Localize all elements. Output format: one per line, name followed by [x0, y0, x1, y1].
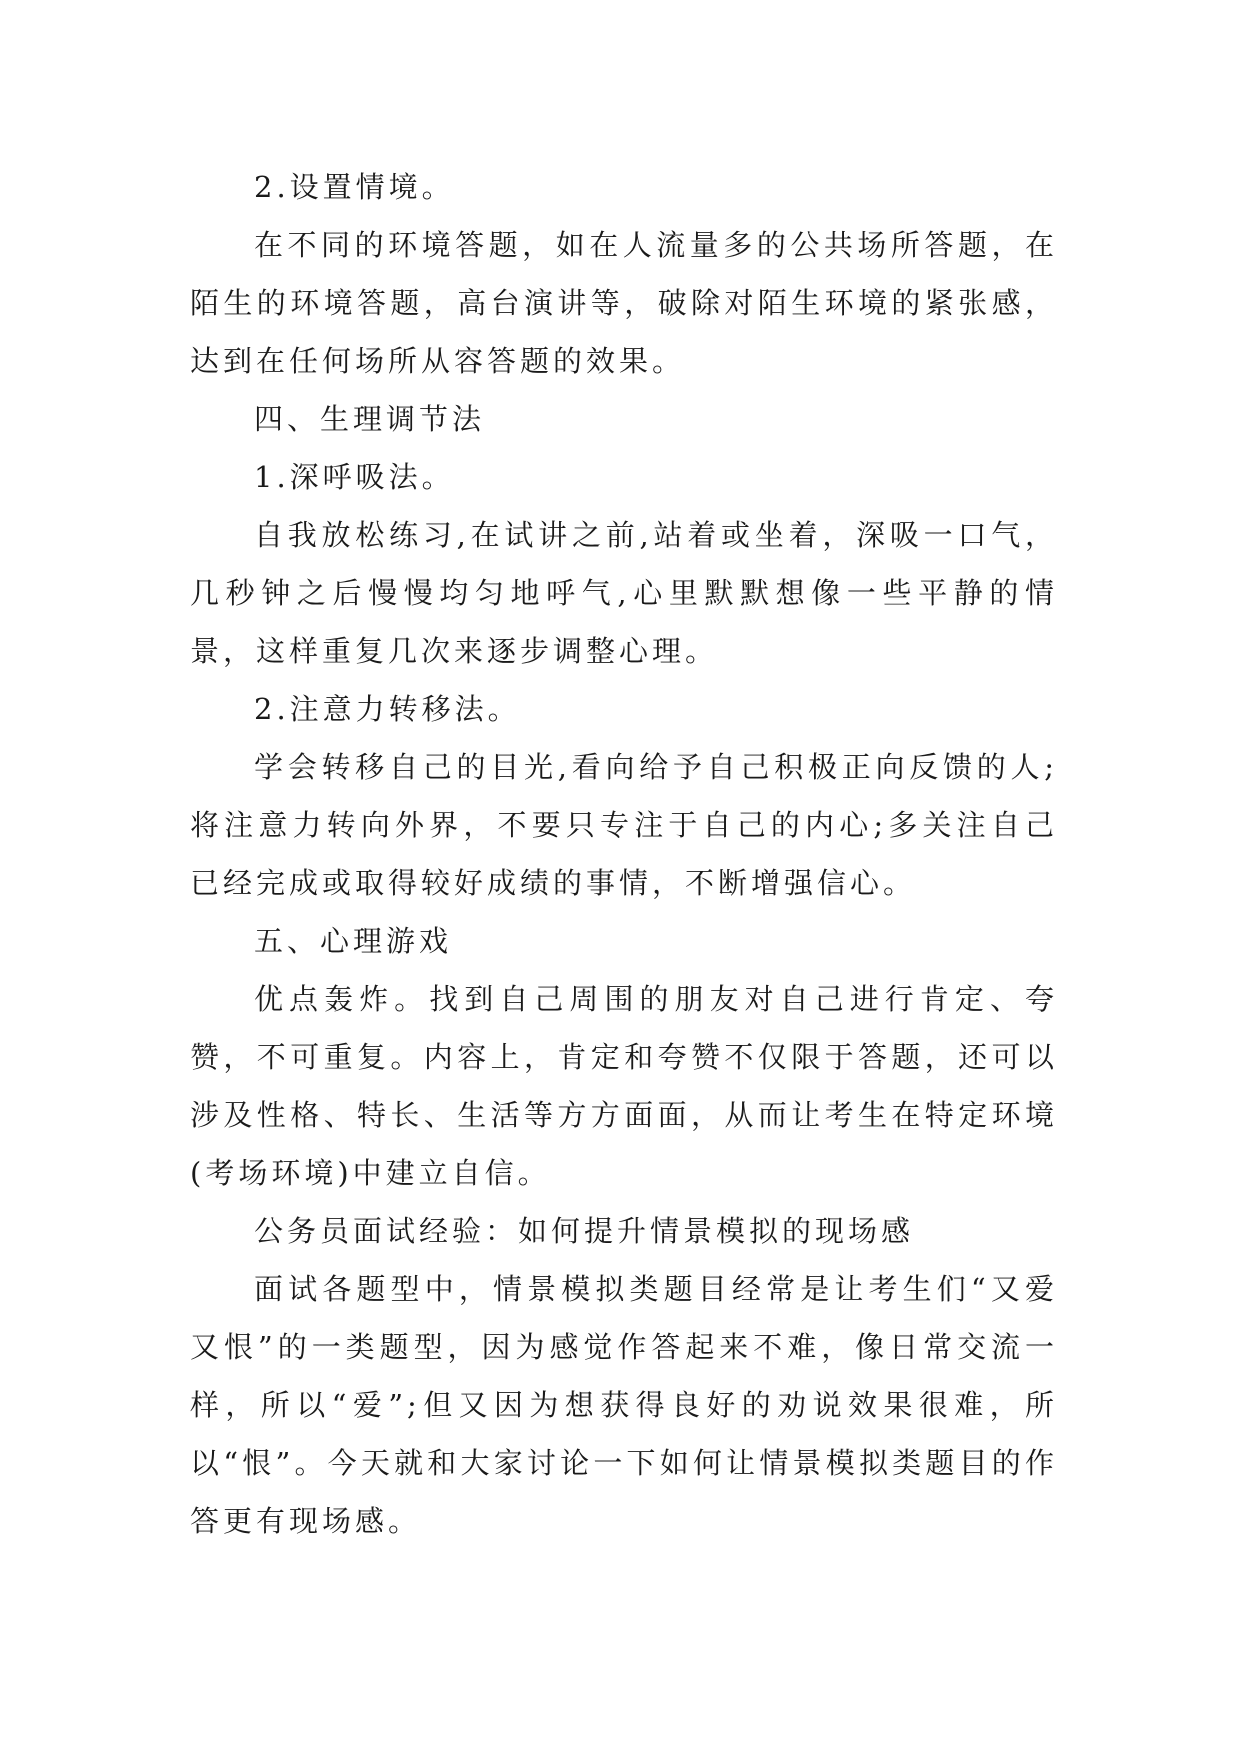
paragraph-deep-breathing-body: 自我放松练习,在试讲之前,站着或坐着，深吸一口气，几秒钟之后慢慢均匀地呼气,心里默默想像一些平静的情景，这样重复几次来逐步调整心理。: [190, 518, 1058, 668]
heading-attention-shift: 2.注意力转移法。: [254, 692, 521, 726]
heading-set-scenario: 2.设置情境。: [254, 170, 455, 204]
heading-interview-experience: 公务员面试经验：如何提升情景模拟的现场感: [254, 1214, 915, 1248]
heading-deep-breathing: 1.深呼吸法。: [254, 460, 455, 494]
heading-physiological-method: 四、生理调节法: [254, 402, 486, 436]
heading-psychological-game: 五、心理游戏: [254, 924, 453, 958]
paragraph-interview-experience-body: 面试各题型中，情景模拟类题目经常是让考生们“又爱又恨”的一类题型，因为感觉作答起来不难，像日常交流一样，所以“爱”;但又因为想获得良好的劝说效果很难，所以“恨”。今天就和大家讨论一下如何让情景模拟类题目的作答更有现场感。: [190, 1272, 1058, 1538]
document-body: [190, 158, 1058, 1550]
paragraph-attention-shift-body: 学会转移自己的目光,看向给予自己积极正向反馈的人;将注意力转向外界，不要只专注于自己的内心;多关注自己已经完成或取得较好成绩的事情，不断增强信心。: [190, 750, 1058, 900]
paragraph-psychological-game-body: 优点轰炸。找到自己周围的朋友对自己进行肯定、夸赞，不可重复。内容上，肯定和夸赞不仅限于答题，还可以涉及性格、特长、生活等方方面面，从而让考生在特定环境(考场环境)中建立自信。: [190, 982, 1058, 1190]
paragraph-scenario-body: 在不同的环境答题，如在人流量多的公共场所答题，在陌生的环境答题，高台演讲等，破除对陌生环境的紧张感，达到在任何场所从容答题的效果。: [190, 228, 1058, 378]
